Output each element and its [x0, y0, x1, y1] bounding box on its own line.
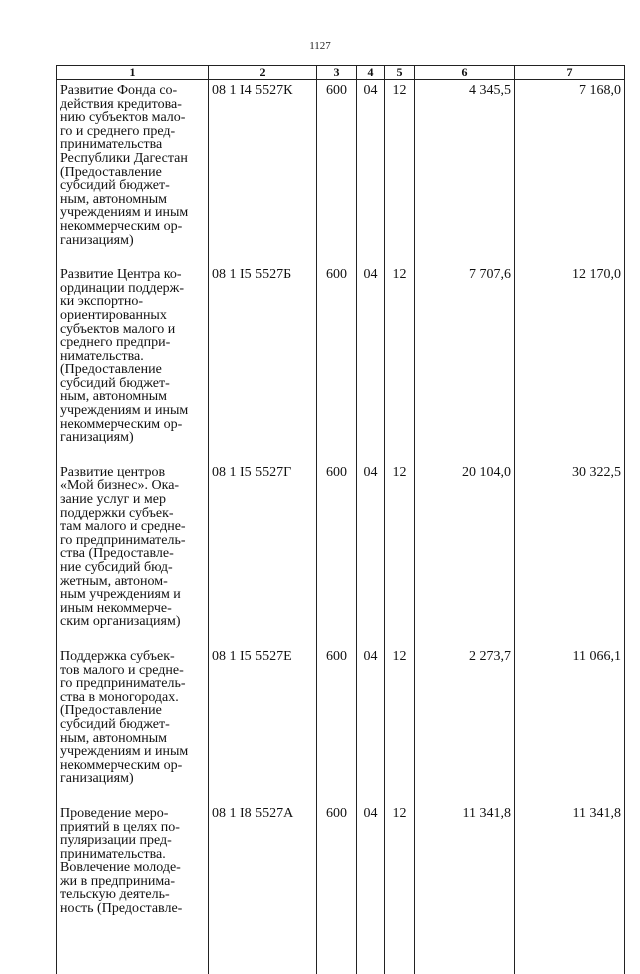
- row-name: [57, 462, 209, 629]
- spacer-cell: [357, 786, 385, 803]
- row-name-line: ординации поддерж-: [60, 280, 184, 296]
- spacer-cell: [515, 247, 625, 264]
- spacer-cell: [385, 786, 415, 803]
- spacer-cell: [57, 916, 209, 974]
- spacer-cell: [357, 445, 385, 462]
- row-name-line: «Мой бизнес». Ока-: [60, 478, 180, 494]
- row-name-line: принимательства: [60, 137, 163, 153]
- row-name-line: некоммерческим ор-: [60, 218, 183, 234]
- spacer-cell: [317, 445, 357, 462]
- row-name-line: зание услуг и мер: [60, 492, 166, 508]
- spacer-cell: [317, 916, 357, 974]
- row-name: [57, 264, 209, 445]
- spacer-cell: [57, 786, 209, 803]
- row-spacer: [57, 916, 625, 974]
- row-name-line: тов малого и средне-: [60, 662, 184, 678]
- row-name-line: ским организациям): [60, 614, 181, 630]
- spacer-cell: [209, 786, 317, 803]
- spacer-cell: [385, 247, 415, 264]
- row-name-line: учреждениям и иным: [60, 744, 189, 760]
- row-code: 08 1 I4 5527К: [209, 80, 317, 248]
- row-col-7: 12 170,0: [515, 264, 625, 445]
- spacer-cell: [317, 786, 357, 803]
- row-name-line: пуляризации пред-: [60, 833, 172, 849]
- spacer-cell: [209, 445, 317, 462]
- row-name-line: ным, автономным: [60, 730, 168, 746]
- row-col-3: 600: [317, 803, 357, 916]
- row-name-line: Вовлечение молоде-: [60, 860, 181, 876]
- row-name-line: тельскую деятель-: [60, 887, 170, 903]
- spacer-cell: [357, 247, 385, 264]
- row-name-line: Развитие Фонда со-: [60, 83, 178, 98]
- row-name-line: там малого и средне-: [60, 519, 186, 535]
- row-name-line: субсидий бюджет-: [60, 178, 170, 194]
- spacer-cell: [515, 786, 625, 803]
- spacer-cell: [317, 629, 357, 646]
- row-name-line: го предприниматель-: [60, 676, 186, 692]
- row-col-6: 11 341,8: [415, 803, 515, 916]
- spacer-cell: [357, 916, 385, 974]
- spacer-cell: [415, 916, 515, 974]
- row-name-line: ным, автономным: [60, 191, 168, 207]
- row-name-line: ность (Предоставле-: [60, 901, 183, 917]
- row-col-3: 600: [317, 462, 357, 629]
- row-col-7: 7 168,0: [515, 80, 625, 248]
- row-name-line: Поддержка субъек-: [60, 648, 175, 664]
- row-col-5: 12: [385, 462, 415, 629]
- table-row: [57, 646, 625, 786]
- header-cell-1: 1: [57, 66, 209, 80]
- row-spacer: [57, 786, 625, 803]
- row-name-line: учреждениям и иным: [60, 205, 189, 221]
- row-col-7: 30 322,5: [515, 462, 625, 629]
- spacer-cell: [57, 445, 209, 462]
- row-name-line: жи в предпринима-: [60, 873, 176, 889]
- spacer-cell: [57, 247, 209, 264]
- row-name-line: ганизациям): [60, 232, 134, 248]
- row-name: [57, 646, 209, 786]
- row-spacer: [57, 629, 625, 646]
- row-name-line: ганизациям): [60, 771, 134, 787]
- row-col-5: 12: [385, 80, 415, 248]
- spacer-cell: [515, 445, 625, 462]
- row-name-line: (Предоставление: [60, 703, 162, 719]
- row-name-line: субсидий бюджет-: [60, 375, 170, 391]
- row-name-line: Проведение меро-: [60, 805, 169, 821]
- row-name-line: учреждениям и иным: [60, 403, 189, 419]
- spacer-cell: [415, 445, 515, 462]
- row-name-line: ным учреждениям и: [60, 587, 181, 603]
- row-spacer: [57, 247, 625, 264]
- row-name-line: ным, автономным: [60, 389, 168, 405]
- header-cell-2: 2: [209, 66, 317, 80]
- table-row: [57, 80, 625, 248]
- row-col-7: 11 066,1: [515, 646, 625, 786]
- row-col-7: 11 341,8: [515, 803, 625, 916]
- row-col-5: 12: [385, 803, 415, 916]
- spacer-cell: [209, 916, 317, 974]
- row-name-line: действия кредитова-: [60, 96, 182, 112]
- spacer-cell: [209, 247, 317, 264]
- table-row: [57, 264, 625, 445]
- spacer-cell: [415, 786, 515, 803]
- row-col-4: 04: [357, 462, 385, 629]
- row-col-4: 04: [357, 803, 385, 916]
- row-name: [57, 80, 209, 248]
- spacer-cell: [415, 247, 515, 264]
- header-cell-4: 4: [357, 66, 385, 80]
- header-row: [57, 66, 625, 80]
- row-name-line: Развитие Центра ко-: [60, 267, 182, 283]
- row-code: 08 1 I5 5527Е: [209, 646, 317, 786]
- row-name-line: некоммерческим ор-: [60, 757, 183, 773]
- row-col-4: 04: [357, 80, 385, 248]
- row-name-line: ние субсидий бюд-: [60, 560, 173, 575]
- row-code: 08 1 I8 5527А: [209, 803, 317, 916]
- row-name-line: некоммерческим ор-: [60, 416, 183, 432]
- row-code: 08 1 I5 5527Г: [209, 462, 317, 629]
- row-col-3: 600: [317, 646, 357, 786]
- row-name-line: Развитие центров: [60, 464, 166, 480]
- spacer-cell: [385, 629, 415, 646]
- spacer-cell: [317, 247, 357, 264]
- row-col-5: 12: [385, 646, 415, 786]
- row-name-line: ганизациям): [60, 430, 134, 446]
- row-name-line: го предприниматель-: [60, 532, 186, 548]
- row-name-line: приятий в целях по-: [60, 819, 180, 835]
- header-cell-7: 7: [515, 66, 625, 80]
- table-row: [57, 803, 625, 916]
- row-col-6: 7 707,6: [415, 264, 515, 445]
- spacer-cell: [415, 629, 515, 646]
- row-col-6: 4 345,5: [415, 80, 515, 248]
- row-name-line: (Предоставление: [60, 164, 162, 180]
- row-name-line: Республики Дагестан: [60, 150, 188, 166]
- row-name-line: ства (Предоставле-: [60, 546, 174, 562]
- row-name-line: ки экспортно-: [60, 294, 144, 310]
- row-name-line: субсидий бюджет-: [60, 716, 170, 732]
- row-name-line: среднего предпри-: [60, 335, 171, 351]
- row-name-line: нию субъектов мало-: [60, 110, 186, 126]
- row-name-line: ориентированных: [60, 307, 167, 323]
- table-row: [57, 462, 625, 629]
- spacer-cell: [57, 629, 209, 646]
- row-col-6: 20 104,0: [415, 462, 515, 629]
- row-col-3: 600: [317, 264, 357, 445]
- header-cell-3: 3: [317, 66, 357, 80]
- spacer-cell: [357, 629, 385, 646]
- budget-table: [56, 65, 625, 974]
- row-spacer: [57, 445, 625, 462]
- row-name-line: (Предоставление: [60, 362, 162, 378]
- row-col-4: 04: [357, 264, 385, 445]
- row-name-line: субъектов малого и: [60, 321, 176, 337]
- header-cell-5: 5: [385, 66, 415, 80]
- row-col-4: 04: [357, 646, 385, 786]
- header-cell-6: 6: [415, 66, 515, 80]
- spacer-cell: [209, 629, 317, 646]
- row-name: [57, 803, 209, 916]
- spacer-cell: [385, 916, 415, 974]
- row-name-line: иным некоммерче-: [60, 600, 172, 616]
- row-name-line: ства в моногородах.: [60, 689, 179, 705]
- spacer-cell: [385, 445, 415, 462]
- page-number: 1127: [309, 40, 331, 52]
- row-name-line: принимательства.: [60, 846, 166, 862]
- row-name-line: го и среднего пред-: [60, 123, 176, 139]
- row-name-line: жетным, автоном-: [60, 573, 168, 589]
- row-name-line: нимательства.: [60, 348, 144, 364]
- row-col-6: 2 273,7: [415, 646, 515, 786]
- row-col-3: 600: [317, 80, 357, 248]
- spacer-cell: [515, 916, 625, 974]
- row-name-line: поддержки субъек-: [60, 505, 174, 521]
- spacer-cell: [515, 629, 625, 646]
- row-code: 08 1 I5 5527Б: [209, 264, 317, 445]
- row-col-5: 12: [385, 264, 415, 445]
